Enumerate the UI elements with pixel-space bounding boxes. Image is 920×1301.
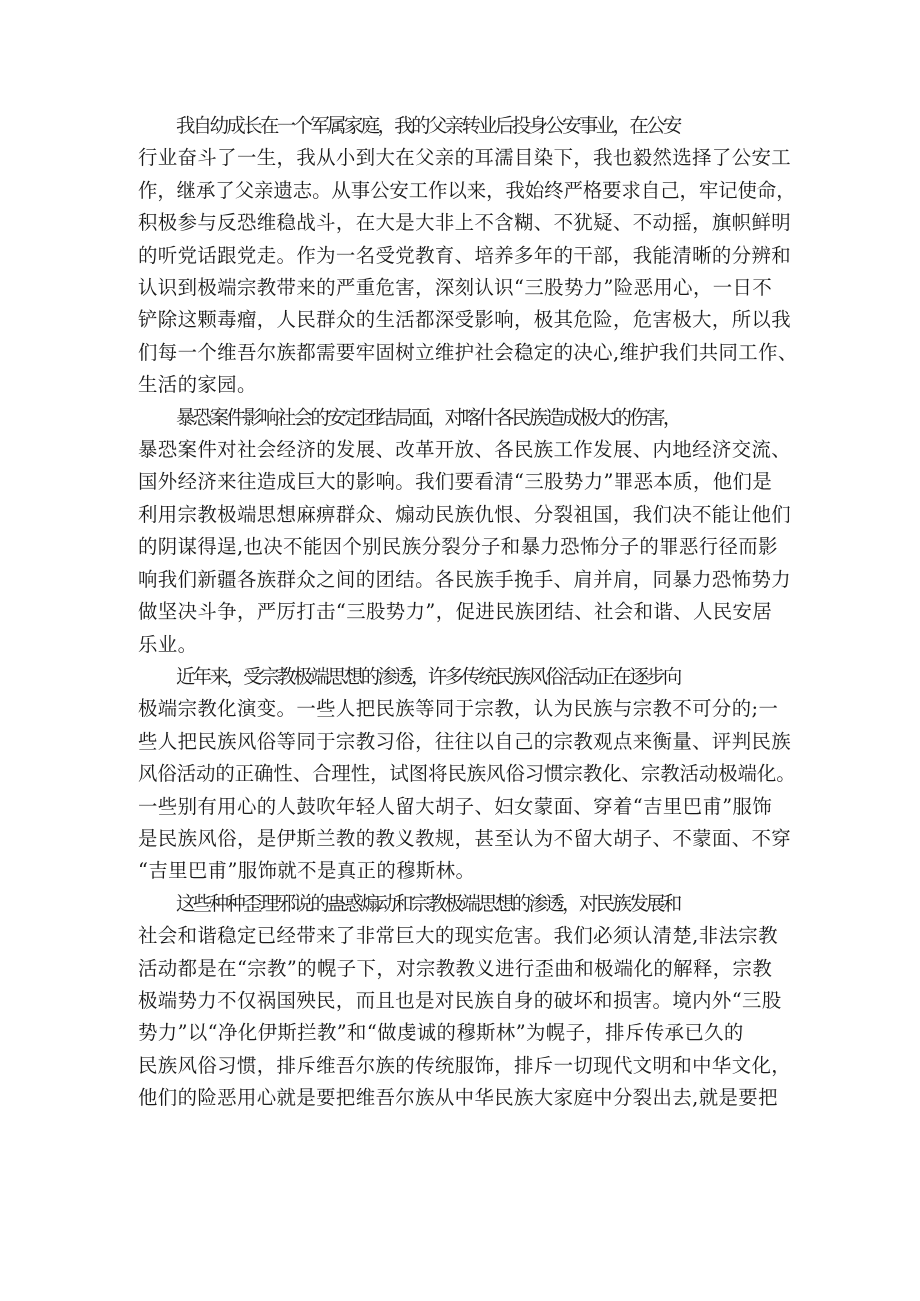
document-body <box>138 110 798 1115</box>
text-line: 他们的险恶用心就是要把维吾尔族从中华民族大家庭中分裂出去,就是要把 <box>138 1086 778 1110</box>
text-line: 做坚决斗争，严厉打击“三股势力”，促进民族团结、社会和谐、人民安居 <box>138 600 773 624</box>
paragraph-2 <box>138 402 798 661</box>
text-line: 是民族风俗，是伊斯兰教的教义教规，甚至认为不留大胡子、不蒙面、不穿 <box>138 826 792 850</box>
paragraph-3 <box>138 661 798 888</box>
text-line: 国外经济来往造成巨大的影响。我们要看清“三股势力”罪恶本质，他们是 <box>138 470 773 494</box>
text-line: 认识到极端宗教带来的严重危害，深刻认识“三股势力”险恶用心，一日不 <box>138 276 773 300</box>
text-line: 民族风俗习惯，排斥维吾尔族的传统服饰，排斥一切现代文明和中华文化， <box>138 1053 792 1077</box>
text-line: 们每一个维吾尔族都需要牢固树立维护社会稳定的决心,维护我们共同工作、 <box>138 340 798 364</box>
text-line: 我自幼成长在一个军属家庭，我的父亲转业后投身公安事业，在公安 <box>176 114 680 137</box>
text-line: 极端宗教化演变。一些人把民族等同于宗教，认为民族与宗教不可分的;一 <box>138 697 779 721</box>
text-line: 社会和谐稳定已经带来了非常巨大的现实危害。我们必须认清楚,非法宗教 <box>138 924 778 948</box>
text-line: 作，继承了父亲遗志。从事公安工作以来，我始终严格要求自己，牢记使命， <box>138 178 796 202</box>
text-line: 积极参与反恐维稳战斗，在大是大非上不含糊、不犹疑、不动摇，旗帜鲜明 <box>138 211 792 235</box>
text-line: “吉里巴甫”服饰就不是真正的穆斯林。 <box>138 859 476 883</box>
text-line: 活动都是在“宗教”的幌子下，对宗教教义进行歪曲和极端化的解释，宗教 <box>138 956 773 980</box>
text-line: 势力”以“净化伊斯拦教”和“做虔诚的穆斯林”为幌子，排斥传承已久的 <box>138 1021 744 1045</box>
text-line: 极端势力不仅祸国殃民，而且也是对民族自身的破坏和损害。境内外“三股 <box>138 988 782 1012</box>
paragraph-4 <box>138 888 798 1115</box>
text-line: 利用宗教极端思想麻痹群众、煽动民族仇恨、分裂祖国，我们决不能让他们 <box>138 502 792 526</box>
text-line: 些人把民族风俗等同于宗教习俗，往往以自己的宗教观点来衡量、评判民族 <box>138 729 792 753</box>
text-line: 铲除这颗毒瘤，人民群众的生活都深受影响，极其危险，危害极大，所以我 <box>138 308 792 332</box>
text-line: 的阴谋得逞,也决不能因个别民族分裂分子和暴力恐怖分子的罪恶行径而影 <box>138 535 778 559</box>
text-line: 的听党话跟党走。作为一名受党教育、培养多年的干部，我能清晰的分辨和 <box>138 243 792 267</box>
paragraph-1 <box>138 110 798 402</box>
text-line: 近年来，受宗教极端思想的渗透，许多传统民族风俗活动正在逐步向 <box>176 664 680 688</box>
text-line: 响我们新疆各族群众之间的团结。各民族手挽手、肩并肩，同暴力恐怖势力 <box>138 567 792 591</box>
text-line: 一些别有用心的人鼓吹年轻人留大胡子、妇女蒙面、穿着“吉里巴甫”服饰 <box>138 794 773 818</box>
text-line: 这些种种歪理邪说的蛊惑煽动和宗教极端思想的渗透，对民族发展和 <box>176 891 680 915</box>
text-line: 行业奋斗了一生，我从小到大在父亲的耳濡目染下，我也毅然选择了公安工 <box>138 146 792 170</box>
text-line: 暴恐案件影响社会的安定团结局面，对喀什各民族造成极大的伤害， <box>176 405 680 429</box>
text-line: 暴恐案件对社会经济的发展、改革开放、各民族工作发展、内地经济交流、 <box>138 438 792 462</box>
text-line: 乐业。 <box>138 632 198 656</box>
text-line: 生活的家园。 <box>138 373 257 397</box>
text-line: 风俗活动的正确性、合理性，试图将民族风俗习惯宗教化、宗教活动极端化。 <box>138 762 796 786</box>
